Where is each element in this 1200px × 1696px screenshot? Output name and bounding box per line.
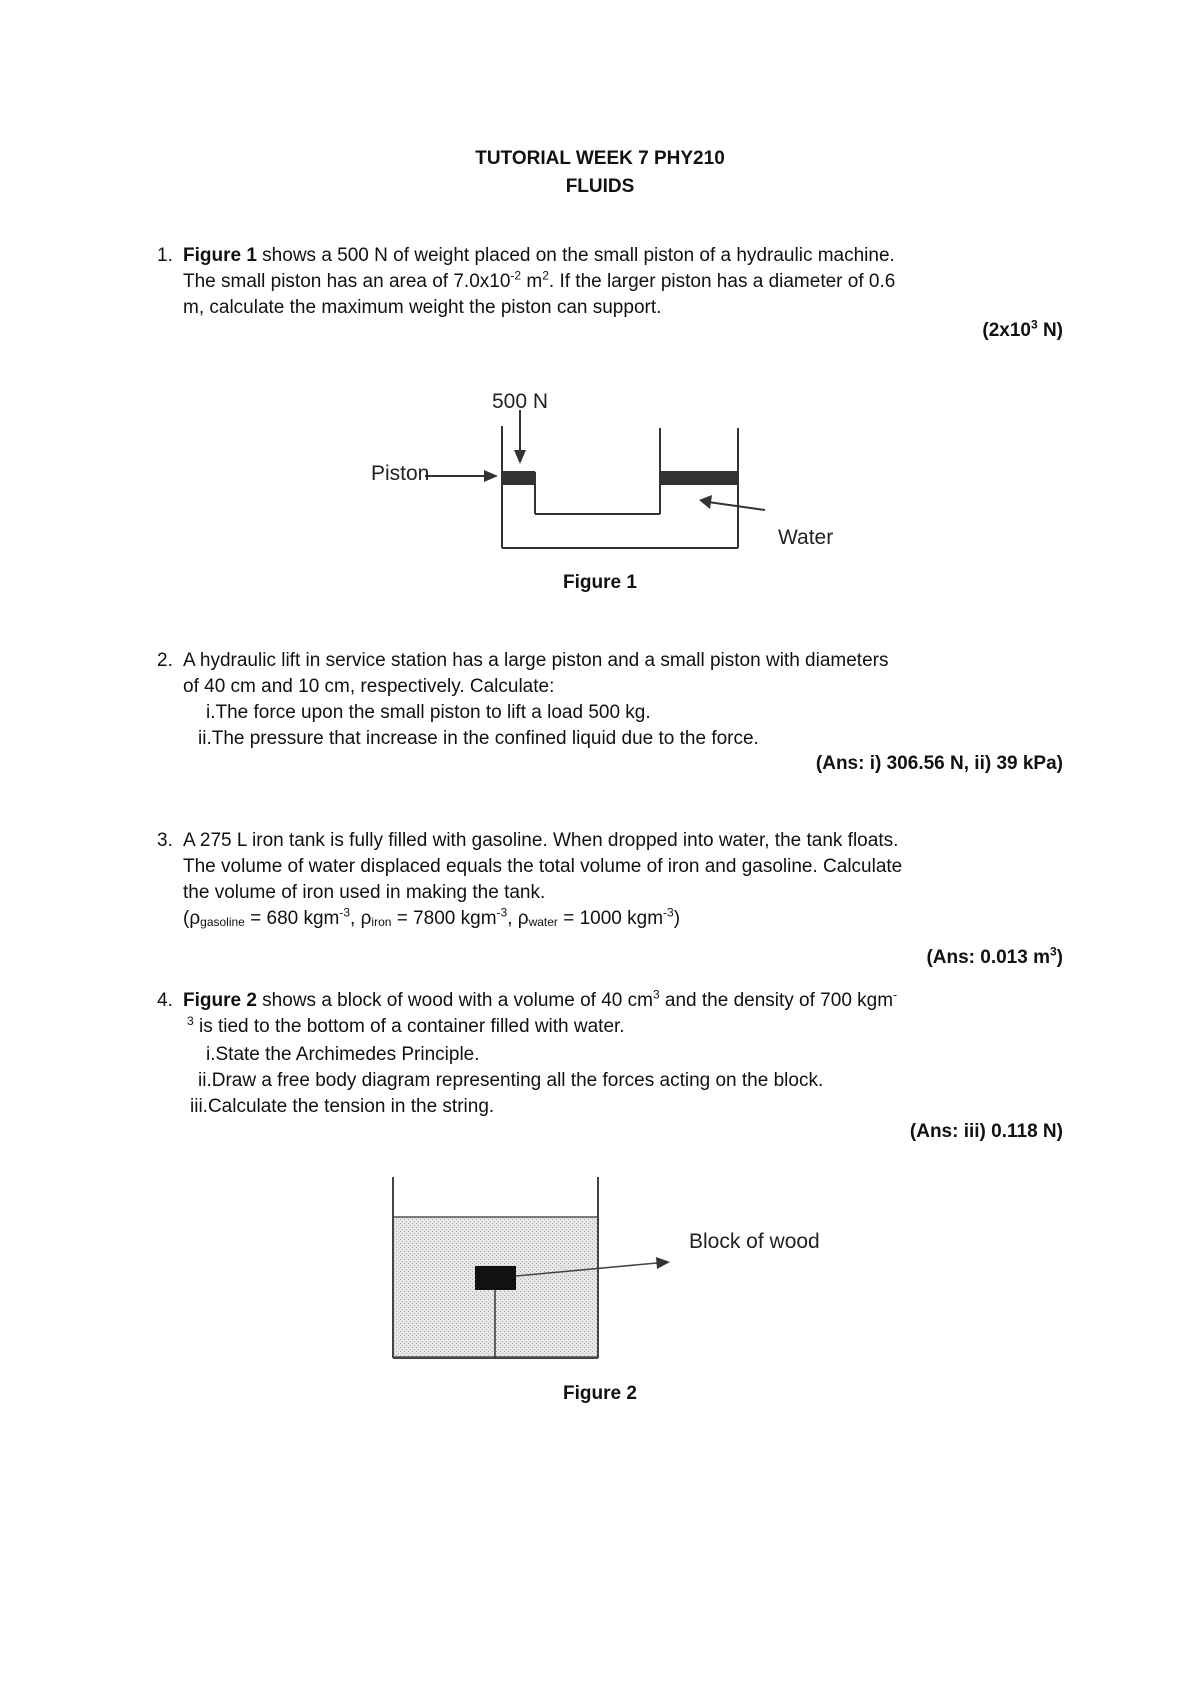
force-label: 500 N xyxy=(492,390,549,413)
exponent: -2 xyxy=(510,268,522,283)
question-1-line-1 xyxy=(183,243,1063,269)
density-value: = 680 kgm xyxy=(244,908,340,929)
question-text: . If the larger piston has a diameter of 0.6 xyxy=(548,271,896,292)
question-2-line-2: of 40 cm and 10 cm, respectively. Calculate: xyxy=(183,676,555,697)
rho-symbol: ρ xyxy=(360,908,372,929)
water-pointer-head xyxy=(699,495,712,509)
question-3-line-3: the volume of iron used in making the tank. xyxy=(183,882,546,903)
page-title: TUTORIAL WEEK 7 PHY210 xyxy=(475,148,725,169)
subscript: iron xyxy=(371,915,392,929)
answer-text: ) xyxy=(1056,947,1063,968)
question-1 xyxy=(157,243,1063,321)
question-2 xyxy=(157,648,1063,700)
question-2-part-ii: ii.The pressure that increase in the confined liquid due to the force. xyxy=(198,728,759,749)
question-4-line-2 xyxy=(183,1014,1063,1040)
question-number: 1. xyxy=(157,245,173,266)
block-pointer-head xyxy=(656,1257,670,1269)
answer-text: (2x10 xyxy=(982,320,1031,341)
question-4-part-iii: iii.Calculate the tension in the string. xyxy=(190,1096,495,1117)
density-values: ($\rho_{gasoline} = 680$ kgm$^{-3}$, $\rho_{iron} = 7800$ kgm$^{-3}$, $\rho_{water} = 1000$ kgm$^{-3}$) xyxy=(183,905,681,929)
density-value: = 7800 kgm xyxy=(391,908,497,929)
piston-label: Piston xyxy=(371,462,430,485)
question-2-part-i: i.The force upon the small piston to lift a load 500 kg. xyxy=(206,702,651,723)
question-1-line-2 xyxy=(183,269,1063,295)
question-3-line-1: A 275 L iron tank is fully filled with gasoline. When dropped into water, the tank floats. xyxy=(183,830,899,851)
exponent: -3 xyxy=(663,905,674,920)
question-2-answer: (Ans: i) 306.56 N, ii) 39 kPa) xyxy=(815,753,1063,774)
question-number: 4. xyxy=(157,990,173,1011)
question-text: m xyxy=(521,271,543,292)
exponent: 3 xyxy=(1030,317,1038,332)
water-label: Water xyxy=(778,526,834,549)
subscript: gasoline xyxy=(200,915,245,929)
question-1-answer xyxy=(982,317,1063,342)
piston-pointer-head xyxy=(484,470,498,482)
water-pointer xyxy=(708,502,765,510)
figure-2-caption: Figure 2 xyxy=(563,1383,637,1404)
question-2-line-1: A hydraulic lift in service station has a large piston and a small piston with diameters xyxy=(183,650,889,671)
question-3-line-2: The volume of water displaced equals the total volume of iron and gasoline. Calculate xyxy=(183,856,903,877)
rho-symbol: ρ xyxy=(189,908,201,929)
answer-text: (Ans: 0.013 m xyxy=(926,947,1050,968)
block-of-wood-label: Block of wood xyxy=(689,1230,820,1253)
question-text: shows a block of wood with a volume of 40 cm xyxy=(256,990,653,1011)
figure-2-diagram xyxy=(380,1175,840,1365)
exponent: -3 xyxy=(496,905,508,920)
question-4 xyxy=(157,987,1063,1040)
question-4-part-i: i.State the Archimedes Principle. xyxy=(206,1044,480,1065)
question-text: The small piston has an area of 7.0x10 xyxy=(183,271,511,292)
page-subtitle: FLUIDS xyxy=(565,176,635,197)
question-text: is tied to the bottom of a container filled with water. xyxy=(193,1016,625,1037)
question-4-line-1 xyxy=(183,988,1063,1014)
question-text: and the density of 700 kgm xyxy=(659,990,894,1011)
question-4-answer: (Ans: iii) 0.118 N) xyxy=(909,1121,1063,1142)
question-4-part-ii: ii.Draw a free body diagram representing all the forces acting on the block. xyxy=(198,1070,824,1091)
question-text: shows a 500 N of weight placed on the small piston of a hydraulic machine. xyxy=(256,245,895,266)
small-piston xyxy=(503,471,535,485)
rho-symbol: ρ xyxy=(517,908,529,929)
wood-block xyxy=(475,1266,516,1290)
question-number: 2. xyxy=(157,650,173,671)
exponent: 2 xyxy=(542,268,549,283)
question-3 xyxy=(157,828,1063,935)
large-piston xyxy=(661,471,738,485)
exponent: -3 xyxy=(339,905,351,920)
density-value: = 1000 kgm xyxy=(557,908,664,929)
figure-1-caption: Figure 1 xyxy=(563,572,637,593)
exponent: 3 xyxy=(187,1013,194,1028)
figure-reference: Figure 2 xyxy=(183,990,257,1011)
exponent: - xyxy=(893,987,898,1002)
question-1-line-3: m, calculate the maximum weight the piston can support. xyxy=(183,297,662,318)
question-3-answer xyxy=(926,944,1063,969)
exponent: 3 xyxy=(1049,944,1057,959)
question-number: 3. xyxy=(157,830,173,851)
figure-reference: Figure 1 xyxy=(183,245,257,266)
exponent: 3 xyxy=(652,987,660,1002)
subscript: water xyxy=(528,915,558,929)
force-arrowhead xyxy=(514,450,526,464)
answer-text: N) xyxy=(1037,320,1063,341)
